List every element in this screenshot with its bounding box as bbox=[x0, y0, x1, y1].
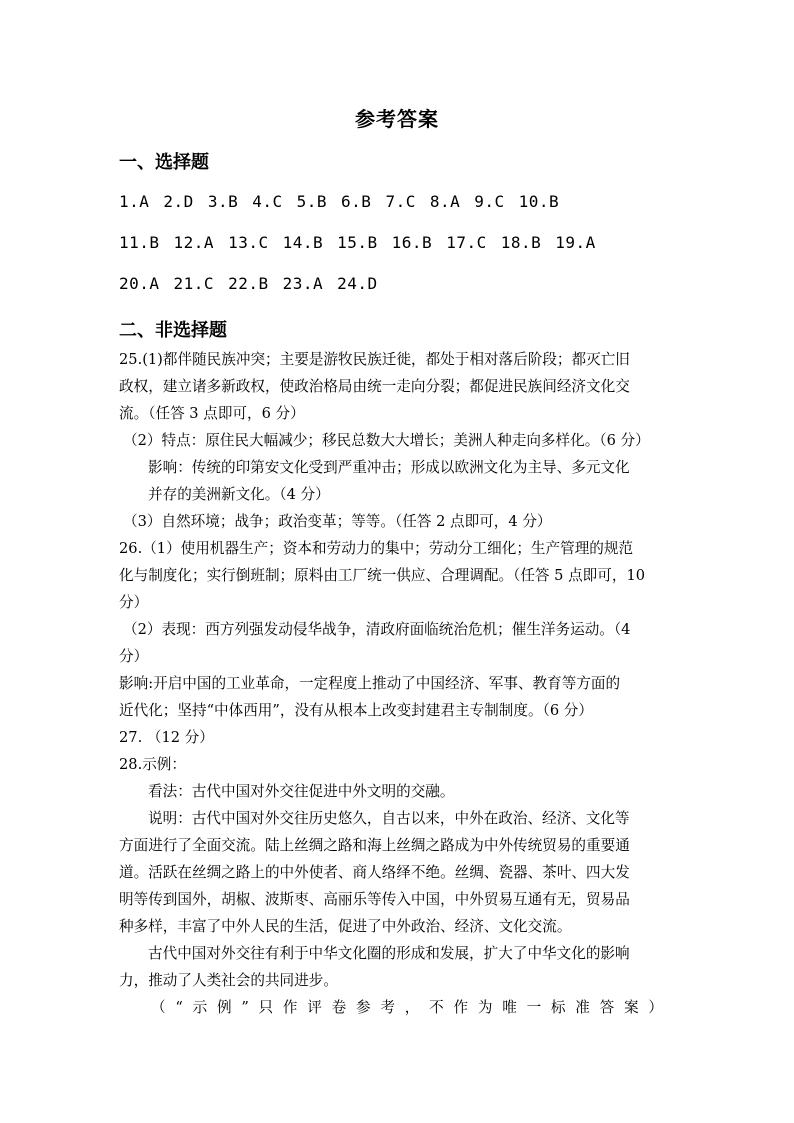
answer-line: 政权，建立诸多新政权，使政治格局由统一走向分裂；都促进民族间经济文化交 bbox=[119, 378, 630, 395]
answer-line: 流。（任答 3 点即可，6 分） bbox=[119, 405, 305, 422]
answer-line: 影响：传统的印第安文化受到严重冲击；形成以欧洲文化为主导、多元文化 bbox=[148, 459, 630, 476]
example-note: （“示例”只作评卷参考，不作为唯一标准答案） bbox=[151, 999, 665, 1016]
answer-row-2 bbox=[119, 233, 610, 252]
choice-answer: 19.A bbox=[555, 233, 596, 252]
answer-line: （2）特点：原住民大幅减少；移民总数大大增长；美洲人种走向多样化。（6 分） bbox=[123, 432, 650, 449]
choice-answer: 9.C bbox=[474, 192, 505, 211]
choice-answer: 23.A bbox=[282, 274, 324, 293]
answer-row-3 bbox=[119, 274, 392, 293]
answer-line: 说明：古代中国对外交往历史悠久，自古以来，中外在政治、经济、文化等 bbox=[148, 810, 630, 827]
choice-answer: 22.B bbox=[228, 274, 269, 293]
choice-answer: 17.C bbox=[446, 233, 487, 252]
answer-line: 近代化；坚持“中体西用”，没有从根本上改变封建君主专制制度。（6 分） bbox=[119, 702, 593, 719]
page-title: 参考答案 bbox=[355, 107, 439, 131]
answer-line: 影响:开启中国的工业革命，一定程度上推动了中国经济、军事、教育等方面的 bbox=[119, 675, 621, 692]
choice-answer: 8.A bbox=[429, 192, 461, 211]
choice-answer: 15.B bbox=[337, 233, 378, 252]
answer-line: 方面进行了全面交流。陆上丝绸之路和海上丝绸之路成为中外传统贸易的重要通 bbox=[119, 837, 630, 854]
choice-answer: 18.B bbox=[500, 233, 542, 252]
choice-answer: 20.A bbox=[119, 274, 160, 293]
answer-line: 27. （12 分） bbox=[119, 729, 214, 746]
answer-line: 种多样，丰富了中外人民的生活，促进了中外政治、经济、文化交流。 bbox=[119, 918, 572, 935]
answer-line: 分） bbox=[119, 594, 149, 611]
choice-answer: 16.B bbox=[391, 233, 433, 252]
choice-answer: 3.B bbox=[207, 192, 239, 211]
answer-line: 道。活跃在丝绸之路上的中外使者、商人络绎不绝。丝绸、瓷器、茶叶、四大发 bbox=[119, 864, 630, 881]
choice-answer: 14.B bbox=[282, 233, 324, 252]
choice-answer: 11.B bbox=[119, 233, 160, 252]
answer-line: 力，推动了人类社会的共同进步。 bbox=[119, 972, 338, 989]
answer-line: 28.示例： bbox=[119, 756, 186, 773]
choice-answer: 1.A bbox=[119, 192, 150, 211]
choice-answer: 4.C bbox=[252, 192, 283, 211]
choice-answer: 24.D bbox=[337, 274, 378, 293]
answer-body bbox=[119, 346, 675, 1021]
answer-line: （2）表现：西方列强发动侵华战争，清政府面临统治危机；催生洋务运动。（4 bbox=[123, 621, 631, 638]
choice-answer: 21.C bbox=[173, 274, 215, 293]
choice-answer: 10.B bbox=[518, 192, 560, 211]
choice-answer: 5.B bbox=[296, 192, 328, 211]
answer-line: 分） bbox=[119, 648, 149, 665]
answer-line: 化与制度化；实行倒班制；原料由工厂统一供应、合理调配。（任答 5 点即可，10 bbox=[119, 567, 646, 584]
answer-line: 25.(1)都伴随民族冲突；主要是游牧民族迁徙，都处于相对落后阶段；都灭亡旧 bbox=[119, 351, 630, 368]
section-heading-choice: 一、选择题 bbox=[119, 152, 209, 173]
choice-answer: 6.B bbox=[341, 192, 372, 211]
answer-line: 古代中国对外交往有利于中华文化圈的形成和发展，扩大了中华文化的影响 bbox=[148, 945, 630, 962]
choice-answer: 12.A bbox=[173, 233, 215, 252]
section-heading-nonchoice: 二、非选择题 bbox=[119, 320, 227, 341]
choice-answer: 2.D bbox=[163, 192, 194, 211]
answer-line: （3）自然环境；战争；政治变革；等等。（任答 2 点即可，4 分） bbox=[123, 513, 552, 530]
answer-line: 看法：古代中国对外交往促进中外文明的交融。 bbox=[148, 783, 455, 800]
choice-answer: 7.C bbox=[385, 192, 416, 211]
choice-answer: 13.C bbox=[228, 233, 269, 252]
answer-row-1 bbox=[119, 192, 573, 211]
answer-line: 并存的美洲新文化。（4 分） bbox=[148, 486, 330, 503]
answer-line: 26.（1）使用机器生产；资本和劳动力的集中；劳动分工细化；生产管理的规范 bbox=[119, 540, 634, 557]
answer-line: 明等传到国外，胡椒、波斯枣、高丽乐等传入中国，中外贸易互通有无，贸易品 bbox=[119, 891, 630, 908]
